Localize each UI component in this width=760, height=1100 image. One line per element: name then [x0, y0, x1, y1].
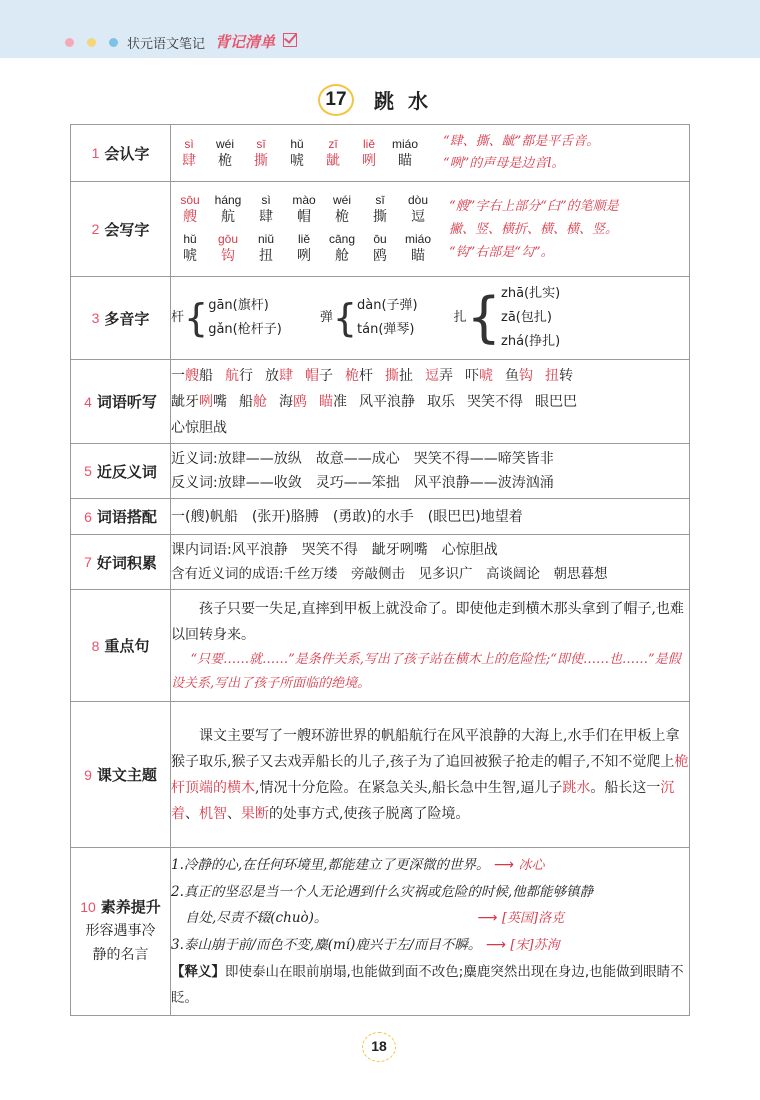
- quote-author: 冰心: [518, 858, 545, 873]
- hanzi: 撕: [254, 152, 268, 169]
- hanzi: 唬: [290, 152, 304, 169]
- note: 撇、竖、横折、横、横、竖。: [449, 221, 619, 237]
- section-number: 5: [84, 463, 92, 479]
- word: 海鸥: [279, 393, 307, 410]
- pinyin: liě: [362, 136, 375, 151]
- row-polyphones: 3 多音字 杆 { gān(旗杆) gǎn(枪杆子) 弹 { dàn(子弹) tán(弹琴) 扎 { zhā(扎实) zā(包扎) zhá(挣扎): [71, 277, 690, 360]
- word-line: 课内词语:风平浪静 哭笑不得 龇牙咧嘴 心惊胆战: [171, 542, 498, 558]
- row-recognize-chars: [71, 125, 690, 182]
- pinyin: miáo: [404, 232, 431, 246]
- word: 放肆: [265, 367, 293, 384]
- hanzi: 舱: [335, 248, 349, 264]
- antonym-line: 反义词:放肆——收敛 灵巧——笨拙 风平浪静——波涛汹涌: [171, 475, 554, 491]
- hanzi: 扭: [259, 248, 273, 264]
- hanzi: 逗: [411, 209, 425, 225]
- pinyin: háng: [214, 193, 242, 207]
- pinyin: hǔ: [290, 136, 304, 151]
- polyphone-char: 扎: [453, 310, 467, 325]
- pinyin: mào: [292, 193, 316, 207]
- section-label: 词语听写: [96, 393, 157, 411]
- pinyin-grid: [171, 137, 423, 170]
- pinyin-grid: [171, 232, 437, 265]
- reading: zā(包扎): [501, 310, 552, 325]
- word: 风平浪静: [359, 393, 415, 410]
- section-label: 会认字: [104, 144, 150, 163]
- word: 哭笑不得: [467, 393, 523, 410]
- word-line: 含有近义词的成语:千丝万缕 旁敲侧击 见多识广 高谈阔论 朝思暮想: [171, 566, 608, 582]
- hanzi: 撕: [373, 209, 387, 225]
- page-number: 18: [362, 1032, 396, 1062]
- section-number: 10: [80, 898, 96, 915]
- brand-subtitle: 背记清单: [215, 33, 276, 51]
- note: “钩”右部是“勾”。: [449, 244, 554, 260]
- hanzi: 艘: [183, 209, 197, 225]
- hanzi: 瞄: [398, 152, 412, 169]
- word: 眼巴巴: [535, 393, 577, 410]
- quote: 3.泰山崩于前/而色不变,麋(mí)鹿兴于左/而目不瞬。: [171, 937, 482, 953]
- pink-dot-icon: [65, 38, 74, 47]
- word: 帽子: [305, 367, 333, 384]
- row-quotes: [71, 848, 690, 1016]
- hanzi: 钩: [221, 248, 235, 264]
- row-collocation: [71, 499, 690, 535]
- row-write-chars: [71, 182, 690, 277]
- pinyin: sōu: [180, 193, 200, 207]
- reading: dàn(子弹): [357, 298, 418, 313]
- hanzi: 唬: [183, 248, 197, 264]
- word: 吓唬: [465, 367, 493, 384]
- word: 龇牙咧嘴: [171, 393, 227, 410]
- explanation: 即使泰山在眼前崩塌,也能做到面不改色;麋鹿突然出现在身边,也能做到眼睛不眨。: [171, 964, 684, 1006]
- pinyin: sì: [184, 136, 194, 151]
- arrow-icon: ⟶: [489, 857, 519, 873]
- collocation-line: 一(艘)帆船 (张开)胳膊 (勇敢)的水手 (眼巴巴)地望着: [171, 508, 523, 525]
- word-line: [171, 389, 689, 415]
- pinyin: ōu: [373, 232, 387, 246]
- hanzi: 咧: [362, 152, 376, 169]
- section-number: 7: [84, 554, 92, 570]
- section-number: 8: [91, 637, 100, 654]
- lesson-title: 跳水: [374, 89, 442, 113]
- note: “肆、撕、龇”都是平舌音。: [443, 134, 600, 149]
- row-good-words: [71, 535, 690, 590]
- section-label: 素养提升: [100, 898, 161, 916]
- blue-dot-icon: [109, 38, 118, 47]
- quote: 1.冷静的心,在任何环境里,都能建立了更深微的世界。: [171, 857, 490, 873]
- section-number: 4: [84, 393, 92, 410]
- section-label: 近反义词: [96, 462, 157, 481]
- top-banner: [0, 0, 760, 58]
- notes-table: [70, 124, 690, 1016]
- word: 一艘船: [171, 367, 213, 384]
- hanzi: 咧: [297, 248, 311, 264]
- hanzi: 航: [221, 209, 235, 225]
- polyphone-char: 弹: [319, 310, 333, 325]
- quote: 2.真正的坚忍是当一个人无论遇到什么灾祸或危险的时候,他都能够镇静: [171, 884, 594, 900]
- pinyin: sī: [256, 136, 266, 151]
- pinyin: wéi: [332, 193, 351, 207]
- word: 鱼钩: [505, 367, 533, 384]
- quote-author: [英国]洛克: [501, 911, 565, 926]
- brand-name: 状元语文笔记: [127, 37, 206, 52]
- polyphone-char: 杆: [171, 310, 185, 325]
- pinyin: dòu: [407, 193, 429, 207]
- section-number: 9: [84, 766, 92, 783]
- word-line: [171, 363, 689, 389]
- section-label: 课文主题: [96, 766, 157, 784]
- analysis-note: “只要……就……”是条件关系,写出了孩子站在横木上的危险性;“即使……也……”是假设关系,写出了孩子所面临的绝境。: [171, 651, 681, 691]
- row-theme: [71, 702, 690, 848]
- quote: 自处,尽责不辍(chuò)。: [185, 910, 328, 926]
- explanation-label: 【释义】: [171, 964, 225, 980]
- checkmark-icon: [283, 33, 297, 47]
- pinyin: sī: [375, 193, 385, 207]
- reading: zhá(挣扎): [501, 334, 561, 349]
- pinyin: sì: [261, 193, 271, 207]
- pinyin: zī: [328, 136, 338, 151]
- hanzi: 帽: [297, 209, 311, 225]
- reading: tán(弹琴): [357, 322, 415, 337]
- hanzi: 肆: [182, 152, 196, 169]
- row-dictation: [71, 360, 690, 444]
- section-number: 3: [91, 310, 100, 326]
- word: 船舱: [239, 393, 267, 410]
- section-subtitle: 形容遇事冷静的名言: [85, 923, 156, 963]
- word: 航行: [225, 367, 253, 384]
- row-synonyms: [71, 444, 690, 499]
- key-sentence: 孩子只要一失足,直摔到甲板上就没命了。即使他走到横木那头拿到了帽子,也难以回转身来。: [171, 600, 684, 643]
- pinyin: cāng: [328, 232, 356, 246]
- section-label: 多音字: [104, 309, 150, 328]
- pinyin: liě: [297, 232, 310, 246]
- word: 取乐: [427, 393, 455, 410]
- arrow-icon: ⟶: [481, 937, 511, 953]
- section-number: 2: [91, 221, 100, 237]
- hanzi: 瞄: [411, 248, 425, 264]
- theme-paragraph: 课文主要写了一艘环游世界的帆船航行在风平浪静的大海上,水手们在甲板上拿猴子取乐,猴子又去戏弄船长的儿子,孩子为了追回被猴子抢走的帽子,不知不觉爬上桅杆顶端的横木,情况十分危险。在紧急关头,船长急中生智,逼儿子跳水。船长这一沉着、机智、果断的处事方式,使孩子脱离了险境。: [171, 727, 689, 822]
- synonym-line: 近义词:放肆——放纵 故意——成心 哭笑不得——啼笑皆非: [171, 451, 554, 467]
- reading: gǎn(枪杆子): [208, 322, 282, 337]
- section-number: 1: [91, 145, 100, 161]
- pinyin: gōu: [217, 232, 239, 246]
- row-key-sentence: [71, 590, 690, 702]
- reading: zhā(扎实): [501, 286, 561, 301]
- hanzi: 肆: [259, 209, 273, 225]
- yellow-dot-icon: [87, 38, 96, 47]
- word: 瞄准: [319, 393, 347, 410]
- section-label: 会写字: [104, 220, 150, 239]
- word-line: 心惊胆战: [171, 419, 227, 436]
- lesson-number: 17: [318, 84, 354, 116]
- word: 桅杆: [345, 367, 373, 384]
- word: 撕扯: [385, 367, 413, 384]
- section-label: 好词积累: [96, 553, 157, 572]
- hanzi: 桅: [335, 209, 349, 225]
- pinyin-grid: [171, 193, 437, 226]
- word: 逗弄: [425, 367, 453, 384]
- hanzi: 龇: [326, 152, 340, 169]
- section-label: 重点句: [104, 637, 150, 655]
- arrow-icon: ⟶: [477, 910, 502, 926]
- quote-author: [宋]苏洵: [510, 938, 560, 953]
- hanzi: 桅: [218, 152, 232, 169]
- pinyin: hǔ: [183, 232, 197, 246]
- note: “咧”的声母是边音l。: [443, 156, 565, 171]
- section-number: 6: [84, 508, 92, 525]
- pinyin: miáo: [391, 136, 418, 151]
- word: 扭转: [545, 367, 573, 384]
- note: “艘”字右上部分“臼”的笔顺是: [449, 198, 619, 214]
- section-label: 词语搭配: [96, 508, 157, 526]
- pinyin: wéi: [215, 136, 234, 151]
- reading: gān(旗杆): [208, 298, 269, 313]
- hanzi: 鸥: [373, 248, 387, 264]
- pinyin: niǔ: [257, 232, 274, 246]
